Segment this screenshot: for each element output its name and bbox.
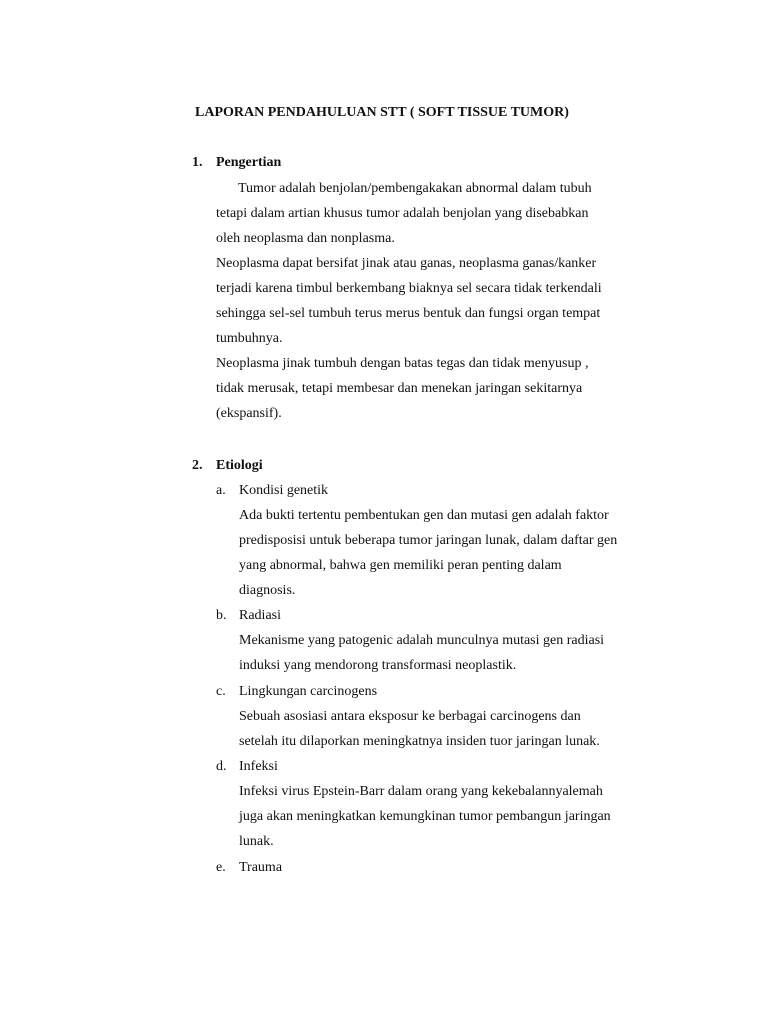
list-item-line: diagnosis. [239, 583, 296, 598]
list-marker: b. [216, 608, 227, 623]
list-marker: d. [216, 759, 227, 774]
list-item-line: yang abnormal, bahwa gen memiliki peran penting dalam [239, 558, 562, 573]
list-item-line: setelah itu dilaporkan meningkatnya insiden tuor jaringan lunak. [239, 734, 600, 749]
list-marker: a. [216, 483, 226, 498]
paragraph-line: sehingga sel-sel tumbuh terus merus bentuk dan fungsi organ tempat [216, 306, 601, 321]
list-item-label: Lingkungan carcinogens [239, 684, 378, 699]
list-item-line: juga akan meningkatkan kemungkinan tumor pembangun jaringan [239, 809, 611, 824]
section-heading-pengertian: Pengertian [216, 155, 282, 170]
section-number: 1. [192, 155, 203, 170]
paragraph-line: tidak merusak, tetapi membesar dan menekan jaringan sekitarnya [216, 381, 583, 396]
list-marker: c. [216, 684, 226, 699]
list-item-label: Kondisi genetik [239, 483, 329, 498]
document-title: LAPORAN PENDAHULUAN STT ( SOFT TISSUE TUMOR) [195, 105, 569, 120]
section-number: 2. [192, 458, 203, 473]
list-item-label: Radiasi [239, 608, 281, 623]
paragraph-line: tetapi dalam artian khusus tumor adalah benjolan yang disebabkan [216, 206, 589, 221]
paragraph-line: terjadi karena timbul berkembang biaknya sel secara tidak terkendali [216, 281, 602, 296]
list-marker: e. [216, 860, 226, 875]
paragraph-line: Neoplasma jinak tumbuh dengan batas tegas dan tidak menyusup , [216, 356, 589, 371]
list-item-line: induksi yang mendorong transformasi neoplastik. [239, 658, 517, 673]
paragraph-line: (ekspansif). [216, 406, 282, 421]
list-item-line: Sebuah asosiasi antara eksposur ke berbagai carcinogens dan [239, 709, 581, 724]
section-heading-etiologi: Etiologi [216, 458, 263, 473]
list-item-label: Infeksi [239, 759, 278, 774]
list-item-line: Ada bukti tertentu pembentukan gen dan mutasi gen adalah faktor [239, 508, 609, 523]
list-item-line: Mekanisme yang patogenic adalah munculnya mutasi gen radiasi [239, 633, 605, 648]
paragraph-line: Tumor adalah benjolan/pembengakakan abnormal dalam tubuh [238, 181, 592, 196]
paragraph-line: oleh neoplasma dan nonplasma. [216, 231, 395, 246]
list-item-label: Trauma [239, 860, 283, 875]
paragraph-line: tumbuhnya. [216, 331, 283, 346]
list-item-line: lunak. [239, 834, 274, 849]
list-item-line: Infeksi virus Epstein-Barr dalam orang yang kekebalannyalemah [239, 784, 603, 799]
list-item-line: predisposisi untuk beberapa tumor jaringan lunak, dalam daftar gen [239, 533, 618, 548]
paragraph-line: Neoplasma dapat bersifat jinak atau ganas, neoplasma ganas/kanker [216, 256, 597, 271]
